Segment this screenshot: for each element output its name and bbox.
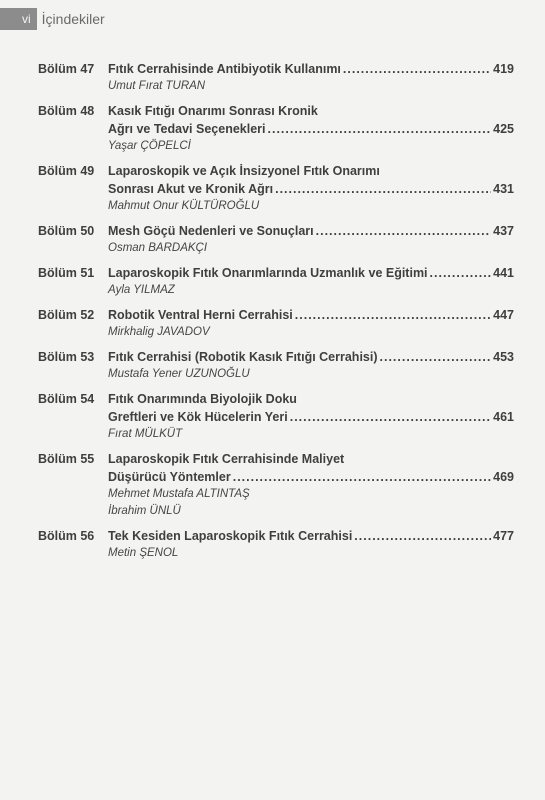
dot-leader (430, 264, 492, 282)
page-reference: 425 (493, 122, 514, 136)
page-number: vi (0, 8, 37, 30)
chapter-title-text: Laparoskopik Fıtık Cerrahisinde Maliyet (108, 452, 345, 466)
chapter-number: Bölüm 47 (38, 62, 95, 76)
chapter-author: Mustafa Yener UZUNOĞLU (108, 368, 250, 380)
chapter-title-line-final (108, 60, 514, 78)
dot-leader (343, 60, 491, 78)
page-reference: 419 (493, 62, 514, 76)
chapter-title-text: Fıtık Cerrahisinde Antibiyotik Kullanımı (108, 62, 341, 76)
page-reference: 431 (493, 182, 514, 196)
chapter-title-text: Kasık Fıtığı Onarımı Sonrası Kronik (108, 104, 318, 118)
chapter-title-text: Mesh Göçü Nedenleri ve Sonuçları (108, 224, 314, 238)
page-reference: 461 (493, 410, 514, 424)
dot-leader (233, 468, 491, 486)
chapter-title-line-final (108, 180, 514, 198)
toc-entry (38, 264, 514, 299)
chapter-number: Bölüm 52 (38, 308, 95, 322)
chapter-title-line-final (108, 527, 514, 545)
table-of-contents (38, 60, 514, 569)
chapter-number: Bölüm 50 (38, 224, 95, 238)
toc-entry (38, 60, 514, 95)
dot-leader (316, 222, 492, 240)
toc-entry (38, 527, 514, 562)
chapter-author: Yaşar ÇÖPELCİ (108, 140, 191, 152)
chapter-author: Osman BARDAKÇI (108, 242, 208, 254)
toc-entry (38, 222, 514, 257)
toc-entry (38, 102, 514, 155)
chapter-title-line (108, 450, 514, 468)
chapter-number: Bölüm 49 (38, 164, 95, 178)
chapter-author: Metin ŞENOL (108, 547, 179, 559)
chapter-number: Bölüm 48 (38, 104, 95, 118)
page-reference: 453 (493, 350, 514, 364)
page-reference: 441 (493, 266, 514, 280)
toc-entry (38, 306, 514, 341)
page-reference: 469 (493, 470, 514, 484)
page-reference: 437 (493, 224, 514, 238)
chapter-number: Bölüm 51 (38, 266, 95, 280)
chapter-number: Bölüm 56 (38, 529, 95, 543)
chapter-title-text: Laparoskopik Fıtık Onarımlarında Uzmanlık ve Eğitimi (108, 266, 428, 280)
toc-entry (38, 348, 514, 383)
chapter-title-line (108, 390, 514, 408)
page-reference: 477 (493, 529, 514, 543)
chapter-title-line-final (108, 408, 514, 426)
chapter-title-text: Robotik Ventral Herni Cerrahisi (108, 308, 293, 322)
chapter-author: İbrahim ÜNLÜ (108, 505, 181, 517)
chapter-title-line-final (108, 306, 514, 324)
chapter-author: Mirkhalig JAVADOV (108, 326, 210, 338)
chapter-title-line-final (108, 120, 514, 138)
toc-entry (38, 450, 514, 520)
chapter-title-text: Tek Kesiden Laparoskopik Fıtık Cerrahisi (108, 529, 353, 543)
chapter-number: Bölüm 53 (38, 350, 95, 364)
chapter-title-text: Laparoskopik ve Açık İnsizyonel Fıtık Onarımı (108, 164, 380, 178)
chapter-title-line-final (108, 264, 514, 282)
dot-leader (295, 306, 491, 324)
dot-leader (354, 527, 491, 545)
chapter-title-line-final (108, 468, 514, 486)
chapter-number: Bölüm 54 (38, 392, 95, 406)
toc-entry (38, 390, 514, 443)
running-title: İçindekiler (41, 11, 105, 27)
chapter-author: Mehmet Mustafa ALTINTAŞ (108, 488, 250, 500)
chapter-title-line-final (108, 348, 514, 366)
chapter-title-text: Ağrı ve Tedavi Seçenekleri (108, 122, 266, 136)
chapter-title-text: Düşürücü Yöntemler (108, 470, 231, 484)
chapter-author: Umut Fırat TURAN (108, 80, 206, 92)
chapter-title-line (108, 162, 514, 180)
dot-leader (380, 348, 492, 366)
running-header (0, 8, 105, 30)
chapter-author: Fırat MÜLKÜT (108, 428, 183, 440)
toc-entry (38, 162, 514, 215)
dot-leader (268, 120, 492, 138)
page-reference: 447 (493, 308, 514, 322)
dot-leader (290, 408, 491, 426)
dot-leader (275, 180, 491, 198)
chapter-title-line-final (108, 222, 514, 240)
chapter-title-text: Sonrası Akut ve Kronik Ağrı (108, 182, 274, 196)
chapter-author: Mahmut Onur KÜLTÜROĞLU (108, 200, 260, 212)
chapter-title-line (108, 102, 514, 120)
chapter-title-text: Fıtık Cerrahisi (Robotik Kasık Fıtığı Cerrahisi) (108, 350, 378, 364)
chapter-title-text: Greftleri ve Kök Hücelerin Yeri (108, 410, 288, 424)
chapter-author: Ayla YILMAZ (108, 284, 175, 296)
chapter-number: Bölüm 55 (38, 452, 95, 466)
chapter-title-text: Fıtık Onarımında Biyolojik Doku (108, 392, 297, 406)
